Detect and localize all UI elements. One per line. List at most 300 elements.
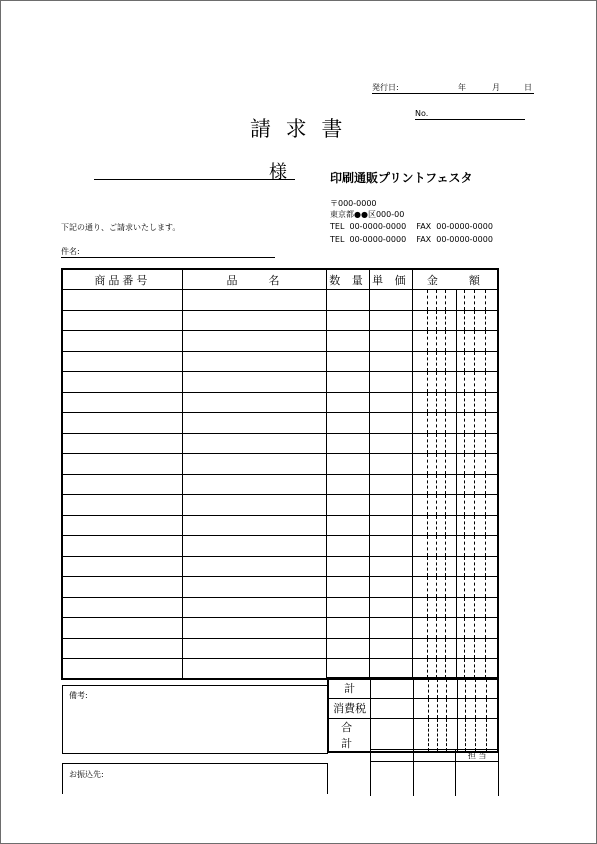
digit-separator: [485, 495, 486, 515]
digit-separator: [464, 557, 465, 577]
stamp-cell-1[interactable]: [371, 762, 414, 796]
quantity-cell[interactable]: [327, 638, 370, 659]
company-postal: 〒000-0000: [330, 199, 377, 208]
stamp-header-2: [413, 750, 456, 762]
item-name-cell[interactable]: [182, 495, 326, 516]
digit-separator: [445, 495, 446, 515]
digit-separator: [427, 413, 428, 433]
unit-price-cell[interactable]: [369, 433, 412, 454]
unit-price-cell[interactable]: [369, 372, 412, 393]
digit-separator: [464, 413, 465, 433]
subject-label: 件名:: [61, 247, 80, 256]
digit-separator: [436, 413, 437, 433]
unit-price-cell[interactable]: [369, 659, 412, 680]
digit-separator: [485, 434, 486, 454]
digit-separator: [465, 699, 466, 718]
amount-cell[interactable]: [412, 310, 498, 331]
digit-separator: [427, 352, 428, 372]
digit-separator: [445, 434, 446, 454]
table-row: [62, 392, 498, 413]
item-name-cell[interactable]: [182, 433, 326, 454]
item-name-cell[interactable]: [182, 597, 326, 618]
digit-separator: [427, 536, 428, 556]
item-name-cell[interactable]: [182, 474, 326, 495]
amount-cell[interactable]: [412, 433, 498, 454]
digit-separator: [437, 699, 438, 718]
year-label: 年: [458, 83, 466, 92]
digit-separator: [427, 495, 428, 515]
table-row: [62, 454, 498, 475]
item-name-cell[interactable]: [182, 413, 326, 434]
quantity-cell[interactable]: [327, 659, 370, 680]
item-name-cell[interactable]: [182, 577, 326, 598]
digit-separator: [445, 618, 446, 638]
quantity-cell[interactable]: [327, 556, 370, 577]
product-code-cell[interactable]: [62, 556, 182, 577]
digit-separator: [464, 618, 465, 638]
digit-separator: [456, 290, 457, 310]
table-row: [62, 597, 498, 618]
quantity-cell[interactable]: [327, 515, 370, 536]
unit-price-cell[interactable]: [369, 474, 412, 495]
digit-separator: [446, 699, 447, 718]
digit-separator: [436, 495, 437, 515]
digit-separator: [486, 679, 487, 698]
unit-price-cell[interactable]: [369, 392, 412, 413]
digit-separator: [464, 311, 465, 331]
digit-separator: [475, 679, 476, 698]
amount-cell[interactable]: [412, 597, 498, 618]
digit-separator: [485, 598, 486, 618]
quantity-cell[interactable]: [327, 618, 370, 639]
amount-cell[interactable]: [412, 638, 498, 659]
table-row: [62, 474, 498, 495]
product-code-cell[interactable]: [62, 659, 182, 680]
subtotal-label: 計: [328, 678, 371, 698]
digit-separator: [427, 577, 428, 597]
digit-separator: [485, 659, 486, 678]
digit-separator: [486, 719, 487, 751]
unit-price-cell[interactable]: [369, 495, 412, 516]
digit-separator: [436, 393, 437, 413]
product-code-cell[interactable]: [62, 413, 182, 434]
amount-cell[interactable]: [412, 556, 498, 577]
honorific: 様: [269, 162, 287, 183]
digit-separator: [485, 577, 486, 597]
product-code-cell[interactable]: [62, 536, 182, 557]
day-label: 日: [524, 83, 532, 92]
digit-separator: [436, 577, 437, 597]
digit-separator: [436, 454, 437, 474]
digit-separator: [464, 659, 465, 678]
table-header-row: [62, 269, 498, 290]
digit-separator: [464, 372, 465, 392]
product-code-cell[interactable]: [62, 331, 182, 352]
digit-separator: [436, 618, 437, 638]
digit-separator: [428, 719, 429, 751]
page-title: 請 求 書: [250, 117, 347, 141]
digit-separator: [427, 331, 428, 351]
table-row: [62, 433, 498, 454]
tax-blank: [371, 698, 413, 718]
stamp-header-person-in-charge: 担 当: [456, 750, 499, 762]
unit-price-cell[interactable]: [369, 413, 412, 434]
digit-separator: [464, 331, 465, 351]
subject-line: [61, 246, 275, 258]
digit-separator: [427, 659, 428, 678]
digit-separator: [474, 331, 475, 351]
column-header-amount: 金 額: [412, 269, 498, 290]
item-name-cell[interactable]: [182, 556, 326, 577]
digit-separator: [445, 659, 446, 678]
digit-separator: [485, 413, 486, 433]
digit-separator: [436, 311, 437, 331]
company-contact-2: TEL 00-0000-0000 FAX 00-0000-0000: [330, 235, 493, 244]
product-code-cell[interactable]: [62, 372, 182, 393]
table-row: [62, 331, 498, 352]
digit-separator: [437, 719, 438, 751]
amount-cell[interactable]: [412, 351, 498, 372]
digit-separator: [485, 639, 486, 659]
digit-separator: [485, 516, 486, 536]
digit-separator: [474, 290, 475, 310]
total-amount-cell[interactable]: [413, 718, 498, 752]
table-row: [62, 638, 498, 659]
recipient-line: [94, 179, 295, 180]
total-label: 合 計: [328, 718, 371, 752]
table-row: [62, 536, 498, 557]
amount-cell[interactable]: [412, 495, 498, 516]
stamp-cell-2[interactable]: [413, 762, 456, 796]
digit-separator: [456, 495, 457, 515]
digit-separator: [445, 454, 446, 474]
column-header-quantity: 数 量: [327, 269, 370, 290]
digit-separator: [428, 679, 429, 698]
digit-separator: [474, 475, 475, 495]
digit-separator: [474, 516, 475, 536]
item-name-cell[interactable]: [182, 290, 326, 311]
unit-price-cell[interactable]: [369, 597, 412, 618]
unit-price-cell[interactable]: [369, 351, 412, 372]
digit-separator: [427, 311, 428, 331]
company-address: 東京都●●区000-00: [330, 210, 405, 219]
digit-separator: [456, 598, 457, 618]
table-row: [62, 577, 498, 598]
digit-separator: [464, 536, 465, 556]
digit-separator: [436, 331, 437, 351]
product-code-cell[interactable]: [62, 597, 182, 618]
digit-separator: [436, 598, 437, 618]
table-row: [62, 659, 498, 680]
notes-label: 備考:: [69, 691, 88, 700]
tax-amount-cell[interactable]: [413, 698, 498, 718]
amount-cell[interactable]: [412, 392, 498, 413]
amount-cell[interactable]: [412, 659, 498, 680]
digit-separator: [445, 372, 446, 392]
digit-separator: [427, 434, 428, 454]
totals-table: [327, 677, 499, 753]
unit-price-cell[interactable]: [369, 290, 412, 311]
digit-separator: [464, 475, 465, 495]
digit-separator: [437, 679, 438, 698]
digit-separator: [456, 475, 457, 495]
item-name-cell[interactable]: [182, 536, 326, 557]
digit-separator: [445, 516, 446, 536]
digit-separator: [427, 454, 428, 474]
amount-cell[interactable]: [412, 577, 498, 598]
digit-separator: [485, 557, 486, 577]
table-row: [62, 372, 498, 393]
digit-separator: [457, 679, 458, 698]
product-code-cell[interactable]: [62, 577, 182, 598]
digit-separator: [474, 639, 475, 659]
unit-price-cell[interactable]: [369, 454, 412, 475]
digit-separator: [445, 639, 446, 659]
item-name-cell[interactable]: [182, 351, 326, 372]
unit-price-cell[interactable]: [369, 331, 412, 352]
digit-separator: [475, 699, 476, 718]
item-name-cell[interactable]: [182, 331, 326, 352]
digit-separator: [474, 372, 475, 392]
quantity-cell[interactable]: [327, 454, 370, 475]
tax-row: [328, 698, 498, 718]
total-blank: [371, 718, 413, 752]
digit-separator: [485, 352, 486, 372]
product-code-cell[interactable]: [62, 618, 182, 639]
digit-separator: [456, 618, 457, 638]
quantity-cell[interactable]: [327, 392, 370, 413]
item-name-cell[interactable]: [182, 372, 326, 393]
quantity-cell[interactable]: [327, 413, 370, 434]
product-code-cell[interactable]: [62, 515, 182, 536]
unit-price-cell[interactable]: [369, 310, 412, 331]
quantity-cell[interactable]: [327, 310, 370, 331]
digit-separator: [485, 618, 486, 638]
digit-separator: [456, 659, 457, 678]
digit-separator: [445, 475, 446, 495]
stamp-cell-3[interactable]: [456, 762, 499, 796]
product-code-cell[interactable]: [62, 310, 182, 331]
digit-separator: [445, 598, 446, 618]
digit-separator: [485, 331, 486, 351]
product-code-cell[interactable]: [62, 495, 182, 516]
digit-separator: [436, 557, 437, 577]
product-code-cell[interactable]: [62, 474, 182, 495]
digit-separator: [464, 393, 465, 413]
digit-separator: [474, 413, 475, 433]
digit-separator: [464, 290, 465, 310]
digit-separator: [485, 475, 486, 495]
quantity-cell[interactable]: [327, 474, 370, 495]
company-contact-1: TEL 00-0000-0000 FAX 00-0000-0000: [330, 222, 493, 231]
total-row: [328, 718, 498, 752]
amount-cell[interactable]: [412, 290, 498, 311]
subtotal-amount-cell[interactable]: [413, 678, 498, 698]
digit-separator: [445, 352, 446, 372]
digit-separator: [464, 577, 465, 597]
digit-separator: [485, 536, 486, 556]
quantity-cell[interactable]: [327, 372, 370, 393]
digit-separator: [456, 536, 457, 556]
item-name-cell[interactable]: [182, 392, 326, 413]
digit-separator: [464, 352, 465, 372]
item-name-cell[interactable]: [182, 638, 326, 659]
amount-cell[interactable]: [412, 372, 498, 393]
digit-separator: [456, 516, 457, 536]
digit-separator: [474, 598, 475, 618]
digit-separator: [456, 372, 457, 392]
digit-separator: [445, 290, 446, 310]
digit-separator: [436, 434, 437, 454]
digit-separator: [427, 598, 428, 618]
digit-separator: [436, 639, 437, 659]
digit-separator: [456, 393, 457, 413]
amount-cell[interactable]: [412, 454, 498, 475]
digit-separator: [485, 290, 486, 310]
digit-separator: [427, 557, 428, 577]
digit-separator: [474, 618, 475, 638]
stamp-header-1: [371, 750, 414, 762]
digit-separator: [485, 393, 486, 413]
digit-separator: [475, 719, 476, 751]
digit-separator: [474, 536, 475, 556]
digit-separator: [474, 557, 475, 577]
table-row: [62, 618, 498, 639]
digit-separator: [456, 434, 457, 454]
notes-box[interactable]: [62, 685, 328, 754]
unit-price-cell[interactable]: [369, 618, 412, 639]
digit-separator: [474, 393, 475, 413]
digit-separator: [445, 577, 446, 597]
product-code-cell[interactable]: [62, 454, 182, 475]
digit-separator: [474, 659, 475, 678]
subtotal-row: [328, 678, 498, 698]
digit-separator: [427, 475, 428, 495]
table-row: [62, 515, 498, 536]
product-code-cell[interactable]: [62, 433, 182, 454]
digit-separator: [456, 352, 457, 372]
digit-separator: [464, 639, 465, 659]
digit-separator: [446, 679, 447, 698]
table-row: [62, 310, 498, 331]
quantity-cell[interactable]: [327, 331, 370, 352]
digit-separator: [445, 413, 446, 433]
amount-cell[interactable]: [412, 331, 498, 352]
quantity-cell[interactable]: [327, 577, 370, 598]
quantity-cell[interactable]: [327, 433, 370, 454]
digit-separator: [456, 557, 457, 577]
no-label: No.: [415, 109, 429, 118]
digit-separator: [464, 495, 465, 515]
stamp-table: [370, 749, 499, 796]
table-row: [62, 290, 498, 311]
digit-separator: [485, 372, 486, 392]
digit-separator: [486, 699, 487, 718]
digit-separator: [436, 352, 437, 372]
digit-separator: [464, 516, 465, 536]
unit-price-cell[interactable]: [369, 556, 412, 577]
quantity-cell[interactable]: [327, 290, 370, 311]
digit-separator: [445, 331, 446, 351]
digit-separator: [436, 516, 437, 536]
digit-separator: [456, 577, 457, 597]
amount-cell[interactable]: [412, 413, 498, 434]
digit-separator: [464, 454, 465, 474]
digit-separator: [436, 372, 437, 392]
digit-separator: [427, 372, 428, 392]
amount-cell[interactable]: [412, 536, 498, 557]
quantity-cell[interactable]: [327, 597, 370, 618]
unit-price-cell[interactable]: [369, 515, 412, 536]
digit-separator: [485, 454, 486, 474]
digit-separator: [474, 495, 475, 515]
amount-cell[interactable]: [412, 618, 498, 639]
amount-cell[interactable]: [412, 474, 498, 495]
digit-separator: [436, 659, 437, 678]
table-row: [62, 413, 498, 434]
quantity-cell[interactable]: [327, 536, 370, 557]
table-row: [62, 495, 498, 516]
product-code-cell[interactable]: [62, 290, 182, 311]
digit-separator: [485, 311, 486, 331]
digit-separator: [436, 290, 437, 310]
digit-separator: [457, 699, 458, 718]
digit-separator: [456, 311, 457, 331]
item-name-cell[interactable]: [182, 659, 326, 680]
digit-separator: [427, 618, 428, 638]
intro-text: 下記の通り、ご請求いたします。: [61, 223, 181, 232]
digit-separator: [464, 598, 465, 618]
digit-separator: [445, 536, 446, 556]
digit-separator: [445, 311, 446, 331]
items-table: [61, 268, 499, 680]
bank-transfer-box[interactable]: [62, 763, 328, 794]
unit-price-cell[interactable]: [369, 536, 412, 557]
item-name-cell[interactable]: [182, 454, 326, 475]
item-name-cell[interactable]: [182, 310, 326, 331]
table-row: [62, 351, 498, 372]
digit-separator: [445, 393, 446, 413]
digit-separator: [456, 331, 457, 351]
product-code-cell[interactable]: [62, 638, 182, 659]
column-header-unit-price: 単 価: [369, 269, 412, 290]
subtotal-blank: [371, 678, 413, 698]
digit-separator: [474, 434, 475, 454]
bank-transfer-label: お振込先:: [69, 770, 104, 779]
digit-separator: [464, 434, 465, 454]
amount-cell[interactable]: [412, 515, 498, 536]
item-name-cell[interactable]: [182, 618, 326, 639]
digit-separator: [474, 352, 475, 372]
digit-separator: [465, 679, 466, 698]
digit-separator: [456, 639, 457, 659]
unit-price-cell[interactable]: [369, 638, 412, 659]
quantity-cell[interactable]: [327, 351, 370, 372]
product-code-cell[interactable]: [62, 351, 182, 372]
digit-separator: [474, 311, 475, 331]
digit-separator: [465, 719, 466, 751]
digit-separator: [427, 639, 428, 659]
column-header-item-name: 品 名: [182, 269, 326, 290]
table-row: [62, 556, 498, 577]
quantity-cell[interactable]: [327, 495, 370, 516]
column-header-product-code: 商品番号: [62, 269, 182, 290]
digit-separator: [428, 699, 429, 718]
unit-price-cell[interactable]: [369, 577, 412, 598]
item-name-cell[interactable]: [182, 515, 326, 536]
digit-separator: [474, 454, 475, 474]
product-code-cell[interactable]: [62, 392, 182, 413]
